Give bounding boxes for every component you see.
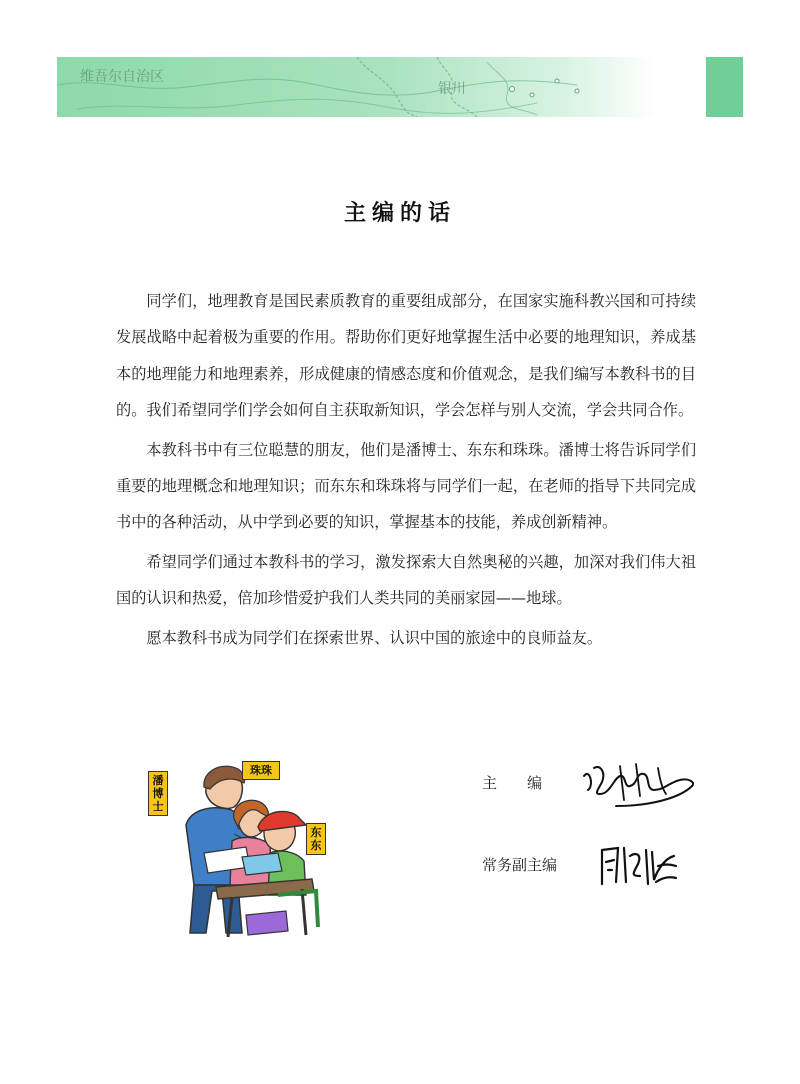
map-label-city: 银川 bbox=[438, 81, 466, 97]
deputy-editor-label: 常务副主编 bbox=[482, 856, 558, 874]
character-tag-dongdong: 东东 bbox=[306, 823, 326, 855]
paragraph-1: 同学们，地理教育是国民素质教育的重要组成部分，在国家实施科教兴国和可持续发展战略中起着极为重要的作用。帮助你们更好地掌握生活中必要的地理知识，养成基本的地理能力和地理素养，形成健康的情感态度和价值观念，是我们编写本教科书的目的。我们希望同学们学会如何自主获取新知识，学会怎样与别人交流，学会共同合作。 bbox=[116, 292, 696, 420]
character-tag-dr-pan: 潘博士 bbox=[148, 771, 168, 816]
paragraph-3: 希望同学们通过本教科书的学习，激发探索大自然奥秘的兴趣，加深对我们伟大祖国的认识和热爱，倍加珍惜爱护我们人类共同的美丽家园——地球。 bbox=[116, 552, 696, 608]
editor-label: 主 编 bbox=[482, 774, 543, 792]
body-text bbox=[116, 283, 696, 659]
deputy-editor-signature bbox=[596, 838, 680, 898]
character-tag-zhuzhu: 珠珠 bbox=[242, 761, 280, 780]
paragraph-2: 本教科书中有三位聪慧的朋友，他们是潘博士、东东和珠珠。潘博士将告诉同学们重要的地理概念和地理知识；而东东和珠珠将与同学们一起，在老师的指导下共同完成书中的各种活动，从中学到必要的知识，掌握基本的技能，养成创新精神。 bbox=[116, 440, 696, 532]
green-side-tab bbox=[706, 57, 743, 117]
editor-signature bbox=[580, 760, 700, 816]
paragraph-4: 愿本教科书成为同学们在探索世界、认识中国的旅途中的良师益友。 bbox=[146, 628, 603, 647]
page-title: 主编的话 bbox=[343, 200, 456, 226]
map-label-region: 维吾尔自治区 bbox=[80, 69, 164, 85]
cartoon-illustration bbox=[146, 745, 326, 941]
